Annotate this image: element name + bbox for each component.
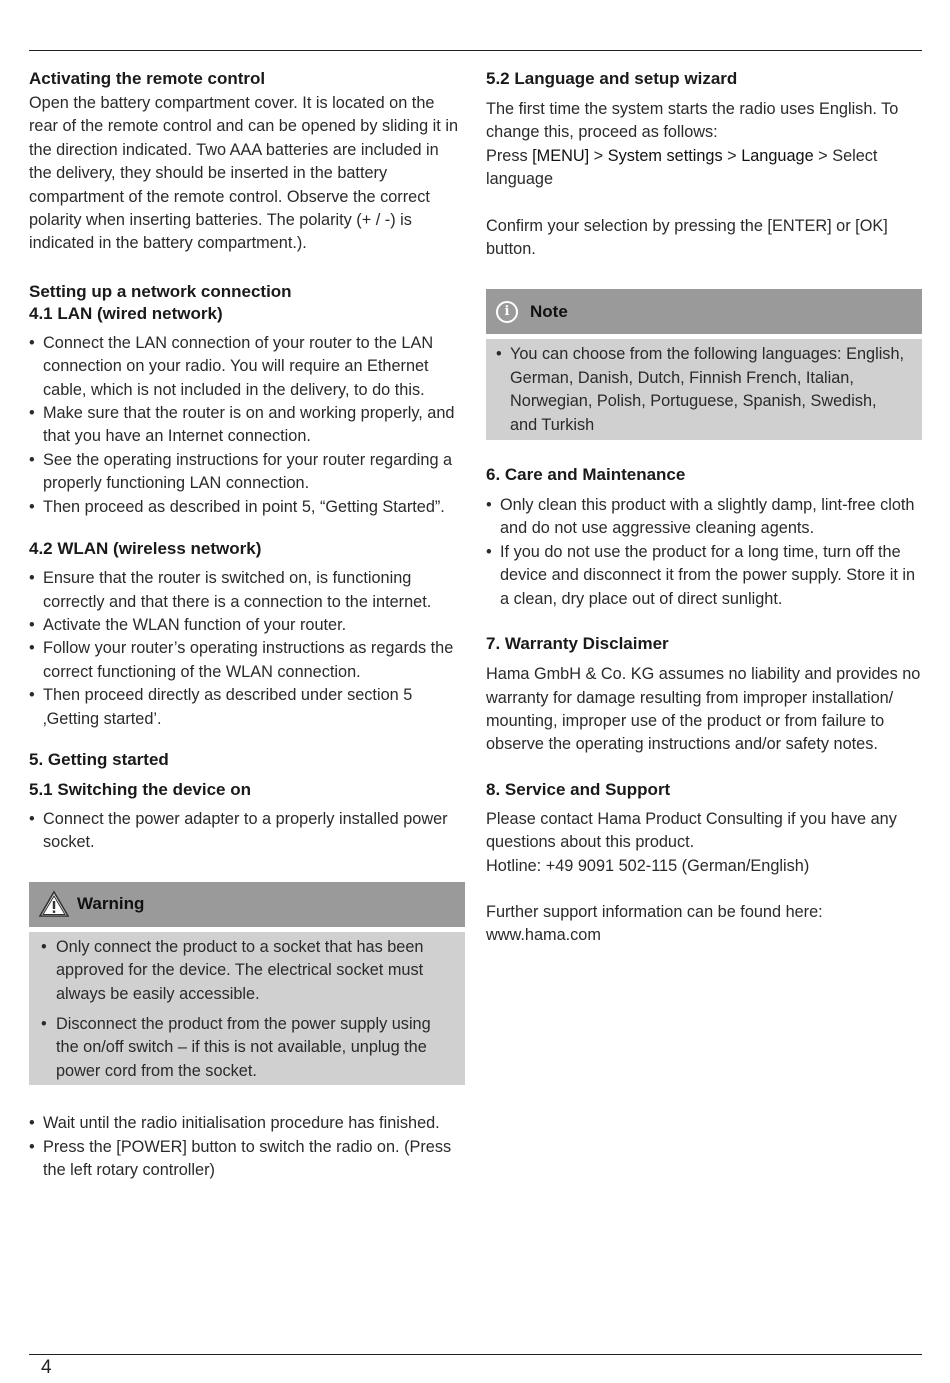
top-rule xyxy=(29,50,922,51)
list-item: • Press the [POWER] button to switch the radio on. (Press the left rotary controller) xyxy=(29,1136,465,1183)
list-item: • Make sure that the router is on and working properly, and that you have an Internet connection. xyxy=(29,402,465,449)
list-item: • Only connect the product to a socket that has been approved for the device. The electrical socket must always be easily accessible. xyxy=(41,936,445,1006)
warning-list xyxy=(41,936,445,1083)
list-item: • Wait until the radio initialisation procedure has finished. xyxy=(29,1112,465,1135)
care-list xyxy=(486,494,922,611)
wlan-heading: 4.2 WLAN (wireless network) xyxy=(29,539,262,559)
path-system-settings: System settings xyxy=(607,146,723,165)
list-item: • Connect the LAN connection of your router to the LAN connection on your radio. You will require an Ethernet cable, which is not included in the delivery, to do this. xyxy=(29,332,465,402)
warning-body xyxy=(29,932,465,1085)
right-column xyxy=(486,66,922,948)
warning-box xyxy=(29,882,465,1085)
note-body xyxy=(486,339,922,440)
remote-text: Open the battery compartment cover. It is located on the rear of the remote control and can be opened by sliding it in the direction indicated. Two AAA batteries are included in the delivery, they should be inserted in the battery compartment of the remote control. Observe the correct polarity when inserting batteries. The polarity (+ / -) is indicated in the battery compartment.). xyxy=(29,94,459,253)
list-item: • Follow your router’s operating instructions as regards the correct functioning of the WLAN connection. xyxy=(29,637,465,684)
list-item: • Then proceed as described in point 5, “Getting Started”. xyxy=(29,496,465,519)
list-item: • Connect the power adapter to a properly installed power socket. xyxy=(29,808,465,855)
info-icon-glyph: i xyxy=(504,304,510,320)
service-heading: 8. Service and Support xyxy=(486,779,671,799)
wlan-list xyxy=(29,567,465,731)
note-box xyxy=(486,289,922,440)
warning-title: Warning xyxy=(77,894,145,914)
path-language: Language xyxy=(741,146,814,165)
list-item: • See the operating instructions for your router regarding a properly functioning LAN connection. xyxy=(29,449,465,496)
service-url: www.hama.com xyxy=(486,926,601,945)
list-item: • Then proceed directly as described under section 5 ‚Getting started’. xyxy=(29,684,465,731)
warranty-heading: 7. Warranty Disclaimer xyxy=(486,634,669,654)
path-separator: > xyxy=(813,146,833,165)
warning-header xyxy=(29,882,465,927)
left-column xyxy=(29,66,465,1182)
service-hotline: Hotline: +49 9091 502-115 (German/English) xyxy=(486,856,810,875)
warning-triangle-icon xyxy=(38,890,70,918)
language-intro: The first time the system starts the radio uses English. To change this, proceed as follows: xyxy=(486,100,899,142)
path-separator: > xyxy=(589,146,608,165)
care-heading: 6. Care and Maintenance xyxy=(486,465,686,485)
language-heading: 5.2 Language and setup wizard xyxy=(486,69,738,88)
note-header xyxy=(486,289,922,334)
list-item: • Only clean this product with a slightly damp, lint-free cloth and do not use aggressive cleaning agents. xyxy=(486,494,922,541)
path-menu: [MENU] xyxy=(532,146,590,165)
lan-list xyxy=(29,332,465,519)
language-confirm: Confirm your selection by pressing the [ENTER] or [OK] button. xyxy=(486,216,888,259)
remote-heading: Activating the remote control xyxy=(29,69,266,88)
list-item: • You can choose from the following languages: English, German, Danish, Dutch, Finnish French, Italian, Norwegian, Polish, Portuguese, Spanish, Swedish, and Turkish xyxy=(496,343,906,437)
info-icon xyxy=(496,301,518,323)
lan-heading: 4.1 LAN (wired network) xyxy=(29,303,223,323)
language-path xyxy=(486,145,922,192)
path-suffix: Select language xyxy=(486,146,878,189)
switching-on-list xyxy=(29,808,465,855)
warranty-text: Hama GmbH & Co. KG assumes no liability and provides no warranty for damage resulting from improper installation/ mounting, improper use of the product or from failure to observe the operating instructions and/or safety notes. xyxy=(486,665,921,754)
list-item: • Activate the WLAN function of your router. xyxy=(29,614,465,637)
service-further: Further support information can be found here: xyxy=(486,902,823,921)
switching-on-heading: 5.1 Switching the device on xyxy=(29,779,251,799)
list-item: • Disconnect the product from the power supply using the on/off switch – if this is not available, unplug the power cord from the socket. xyxy=(41,1013,445,1083)
note-title: Note xyxy=(530,301,568,321)
bottom-rule xyxy=(29,1354,922,1355)
network-heading: Setting up a network connection xyxy=(29,281,292,301)
list-item: • Ensure that the router is switched on, is functioning correctly and that there is a connection to the internet. xyxy=(29,567,465,614)
after-warning-list xyxy=(29,1112,465,1182)
path-prefix: Press xyxy=(486,146,533,165)
service-text: Please contact Hama Product Consulting if you have any questions about this product. xyxy=(486,809,897,852)
list-item: • If you do not use the product for a long time, turn off the device and disconnect it from the power supply. Store it in a clean, dry place out of direct sunlight. xyxy=(486,541,922,611)
path-separator: > xyxy=(722,146,742,165)
note-list xyxy=(496,343,906,437)
getting-started-heading: 5. Getting started xyxy=(29,749,169,769)
page-number: 4 xyxy=(41,1357,52,1378)
